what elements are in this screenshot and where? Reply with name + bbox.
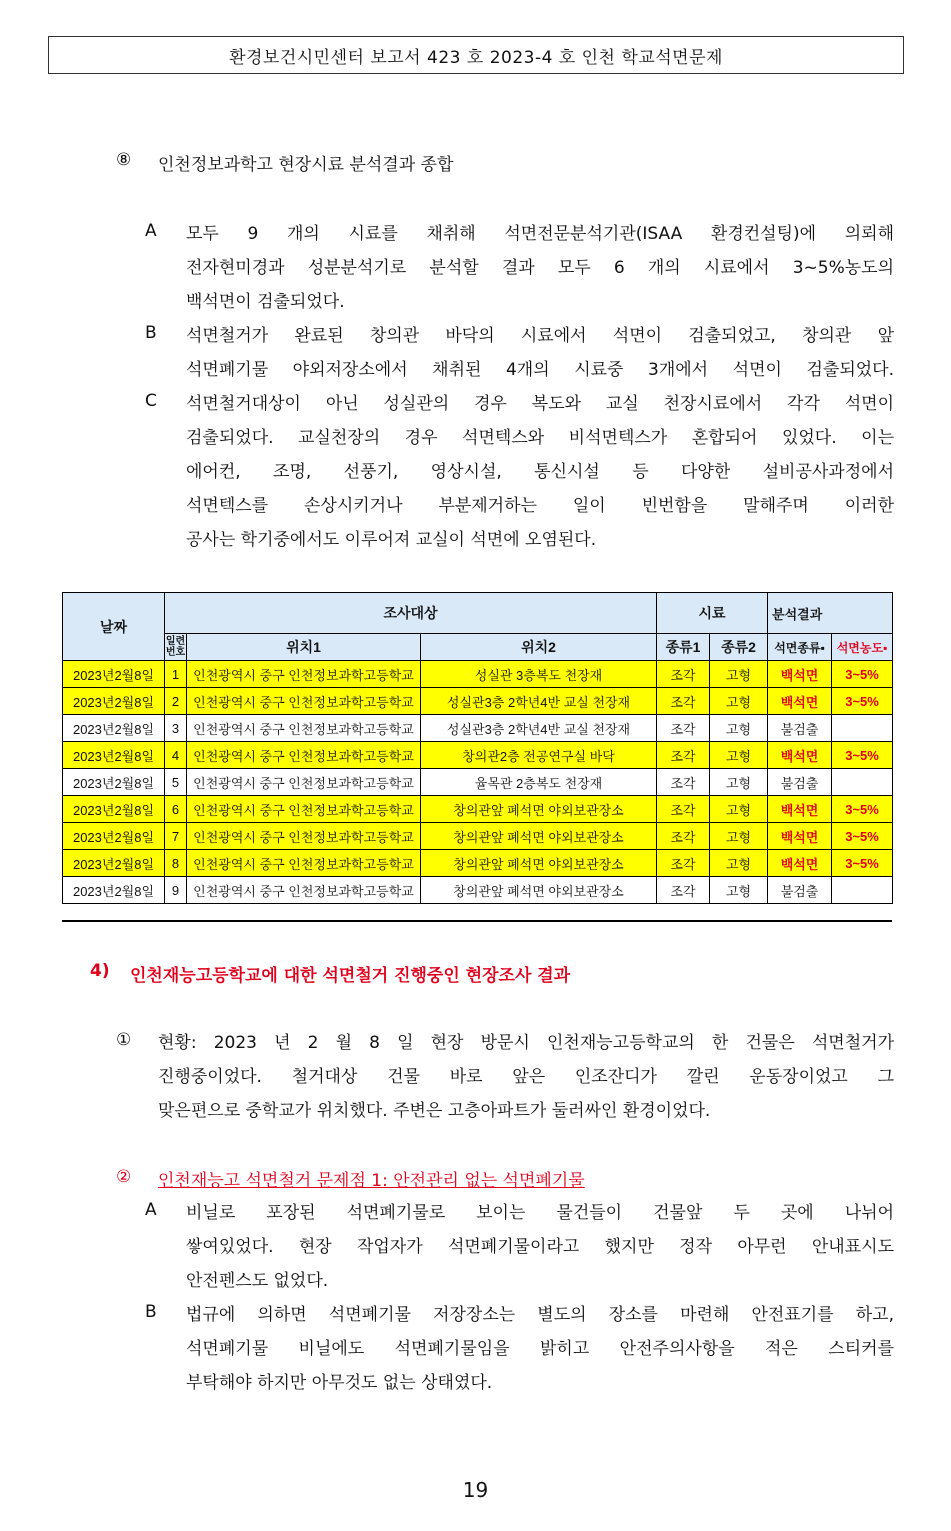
- cell-date: 2023년2월8일: [63, 715, 165, 742]
- cell-loc2: 창의관앞 폐석면 야외보관장소: [421, 823, 657, 850]
- item-c-text: [186, 387, 894, 557]
- table-row: [63, 688, 893, 715]
- cell-type2: 고형: [710, 823, 768, 850]
- cell-loc1: 인천광역시 중구 인천정보과학고등학교: [187, 823, 421, 850]
- cell-asb-type: 백석면: [768, 688, 832, 715]
- cell-type2: 고형: [710, 688, 768, 715]
- cell-type2: 고형: [710, 877, 768, 904]
- cell-serial: 2: [165, 688, 187, 715]
- table-row: [63, 877, 893, 904]
- table-row: [63, 796, 893, 823]
- item2-a-marker: A: [145, 1200, 157, 1220]
- cell-loc2: 성실관 3층복도 천장재: [421, 661, 657, 688]
- text-line: 공사는 학기중에서도 이루어져 교실이 석면에 오염된다.: [186, 530, 597, 550]
- cell-asb-type: 불검출: [768, 769, 832, 796]
- table-row: [63, 769, 893, 796]
- header-serial: 일련번호: [165, 634, 187, 661]
- item2-b-marker: B: [145, 1302, 157, 1322]
- cell-loc2: 창의관2층 전공연구실 바닥: [421, 742, 657, 769]
- text-line: 전자현미경과 성분분석기로 분석할 결과 모두 6 개의 시료에서 3~5%농도의: [186, 258, 894, 278]
- cell-asb-conc: 3~5%: [832, 850, 893, 877]
- item1-marker: ①: [116, 1030, 132, 1050]
- cell-type1: 조각: [657, 661, 710, 688]
- text-line: 쌓여있었다. 현장 작업자가 석면폐기물이라고 했지만 정작 아무런 안내표시도: [186, 1237, 894, 1257]
- cell-type1: 조각: [657, 715, 710, 742]
- header-asb-type: 석면종류▪: [768, 634, 832, 661]
- item-a-text: [186, 217, 894, 319]
- cell-serial: 6: [165, 796, 187, 823]
- header-asb-conc: 석면농도▪: [832, 634, 893, 661]
- results-table: [62, 592, 893, 904]
- cell-type1: 조각: [657, 769, 710, 796]
- text-line: 현황: 2023 년 2 월 8 일 현장 방문시 인천재능고등학교의 한 건물은 석면철거가: [158, 1033, 894, 1053]
- header-sample: 시료: [657, 593, 768, 634]
- cell-type1: 조각: [657, 877, 710, 904]
- cell-asb-conc: 3~5%: [832, 742, 893, 769]
- cell-date: 2023년2월8일: [63, 742, 165, 769]
- item2-a-text: [186, 1196, 894, 1298]
- text-line: 석면철거가 완료된 창의관 바닥의 시료에서 석면이 검출되었고, 창의관 앞: [186, 326, 894, 346]
- section4-title: 인천재능고등학교에 대한 석면철거 진행중인 현장조사 결과: [130, 966, 571, 986]
- header-date: 날짜: [63, 593, 165, 661]
- cell-asb-type: 백석면: [768, 742, 832, 769]
- cell-type1: 조각: [657, 688, 710, 715]
- cell-date: 2023년2월8일: [63, 769, 165, 796]
- cell-serial: 1: [165, 661, 187, 688]
- cell-loc2: 창의관앞 폐석면 야외보관장소: [421, 877, 657, 904]
- cell-asb-type: 백석면: [768, 823, 832, 850]
- cell-loc1: 인천광역시 중구 인천정보과학고등학교: [187, 850, 421, 877]
- cell-type2: 고형: [710, 742, 768, 769]
- text-line: 맞은편으로 중학교가 위치했다. 주변은 고층아파트가 둘러싸인 환경이었다.: [158, 1101, 711, 1121]
- item-b-marker: B: [145, 323, 157, 343]
- report-header: [48, 36, 904, 74]
- header-type1: 종류1: [657, 634, 710, 661]
- cell-loc2: 성실관3층 2학년4반 교실 천장재: [421, 688, 657, 715]
- cell-serial: 3: [165, 715, 187, 742]
- cell-asb-conc: 3~5%: [832, 661, 893, 688]
- header-loc1: 위치1: [187, 634, 421, 661]
- cell-loc1: 인천광역시 중구 인천정보과학고등학교: [187, 877, 421, 904]
- cell-asb-type: 백석면: [768, 796, 832, 823]
- cell-loc1: 인천광역시 중구 인천정보과학고등학교: [187, 769, 421, 796]
- cell-type2: 고형: [710, 769, 768, 796]
- text-line: 부탁해야 하지만 아무것도 없는 상태였다.: [186, 1373, 493, 1393]
- cell-serial: 9: [165, 877, 187, 904]
- cell-asb-conc: 3~5%: [832, 796, 893, 823]
- text-line: 백석면이 검출되었다.: [186, 292, 345, 312]
- section8-marker: ⑧: [116, 150, 132, 170]
- cell-loc2: 창의관앞 폐석면 야외보관장소: [421, 850, 657, 877]
- cell-loc1: 인천광역시 중구 인천정보과학고등학교: [187, 742, 421, 769]
- cell-asb-conc: [832, 877, 893, 904]
- cell-loc1: 인천광역시 중구 인천정보과학고등학교: [187, 661, 421, 688]
- item2-title: 인천재능고 석면철거 문제점 1: 안전관리 없는 석면폐기물: [158, 1171, 585, 1191]
- item-b-text: [186, 319, 894, 387]
- cell-type1: 조각: [657, 823, 710, 850]
- cell-serial: 5: [165, 769, 187, 796]
- cell-asb-conc: 3~5%: [832, 823, 893, 850]
- cell-date: 2023년2월8일: [63, 877, 165, 904]
- text-line: 석면폐기물 비닐에도 석면폐기물임을 밝히고 안전주의사항을 적은 스티커를: [186, 1339, 894, 1359]
- section8-title: 인천정보과학고 현장시료 분석결과 종합: [158, 155, 454, 175]
- cell-asb-type: 불검출: [768, 715, 832, 742]
- page-number: 19: [462, 1478, 489, 1502]
- item-a-marker: A: [145, 221, 157, 241]
- cell-type1: 조각: [657, 742, 710, 769]
- cell-type1: 조각: [657, 796, 710, 823]
- section4-marker: 4): [90, 961, 110, 981]
- text-line: 석면철거대상이 아닌 성실관의 경우 복도와 교실 천장시료에서 각각 석면이: [186, 394, 894, 414]
- cell-date: 2023년2월8일: [63, 823, 165, 850]
- cell-loc2: 율목관 2층복도 천장재: [421, 769, 657, 796]
- header-type2: 종류2: [710, 634, 768, 661]
- header-loc2: 위치2: [421, 634, 657, 661]
- cell-date: 2023년2월8일: [63, 850, 165, 877]
- text-line: 모두 9 개의 시료를 채취해 석면전문분석기관(ISAA 환경컨설팅)에 의뢰해: [186, 224, 894, 244]
- item1-text: [158, 1026, 894, 1128]
- cell-loc1: 인천광역시 중구 인천정보과학고등학교: [187, 688, 421, 715]
- text-line: 석면폐기물 야외저장소에서 채취된 4개의 시료중 3개에서 석면이 검출되었다.: [186, 360, 894, 380]
- cell-date: 2023년2월8일: [63, 796, 165, 823]
- table-row: [63, 742, 893, 769]
- cell-loc1: 인천광역시 중구 인천정보과학고등학교: [187, 715, 421, 742]
- cell-asb-conc: [832, 769, 893, 796]
- cell-asb-type: 불검출: [768, 877, 832, 904]
- cell-loc2: 창의관앞 폐석면 야외보관장소: [421, 796, 657, 823]
- cell-serial: 8: [165, 850, 187, 877]
- cell-asb-conc: [832, 715, 893, 742]
- text-line: 비닐로 포장된 석면폐기물로 보이는 물건들이 건물앞 두 곳에 나뉘어: [186, 1203, 894, 1223]
- cell-serial: 4: [165, 742, 187, 769]
- text-line: 안전펜스도 없었다.: [186, 1271, 329, 1291]
- text-line: 석면텍스를 손상시키거나 부분제거하는 일이 빈번함을 말해주며 이러한: [186, 496, 894, 516]
- text-line: 진행중이었다. 철거대상 건물 바로 앞은 인조잔디가 깔린 운동장이었고 그: [158, 1067, 894, 1087]
- cell-loc2: 성실관3층 2학년4반 교실 천장재: [421, 715, 657, 742]
- table-row: [63, 715, 893, 742]
- section-divider: [62, 920, 892, 922]
- report-title: 환경보건시민센터 보고서 423 호 2023-4 호 인천 학교석면문제: [229, 47, 723, 68]
- item2-marker: ②: [116, 1167, 132, 1187]
- cell-type2: 고형: [710, 796, 768, 823]
- item2-b-text: [186, 1298, 894, 1400]
- cell-type2: 고형: [710, 715, 768, 742]
- table-row: [63, 661, 893, 688]
- results-table-container: [62, 592, 892, 904]
- table-row: [63, 850, 893, 877]
- cell-asb-type: 백석면: [768, 661, 832, 688]
- cell-loc1: 인천광역시 중구 인천정보과학고등학교: [187, 796, 421, 823]
- header-survey: 조사대상: [165, 593, 657, 634]
- cell-asb-conc: 3~5%: [832, 688, 893, 715]
- table-row: [63, 823, 893, 850]
- cell-type2: 고형: [710, 850, 768, 877]
- text-line: 법규에 의하면 석면폐기물 저장장소는 별도의 장소를 마련해 안전표기를 하고,: [186, 1305, 894, 1325]
- cell-date: 2023년2월8일: [63, 688, 165, 715]
- cell-serial: 7: [165, 823, 187, 850]
- text-line: 검출되었다. 교실천장의 경우 석면텍스와 비석면텍스가 혼합되어 있었다. 이는: [186, 428, 894, 448]
- cell-type2: 고형: [710, 661, 768, 688]
- text-line: 에어컨, 조명, 선풍기, 영상시설, 통신시설 등 다양한 설비공사과정에서: [186, 462, 894, 482]
- item-c-marker: C: [145, 391, 157, 411]
- header-analysis: 분석결과: [768, 593, 893, 634]
- cell-asb-type: 백석면: [768, 850, 832, 877]
- cell-type1: 조각: [657, 850, 710, 877]
- cell-date: 2023년2월8일: [63, 661, 165, 688]
